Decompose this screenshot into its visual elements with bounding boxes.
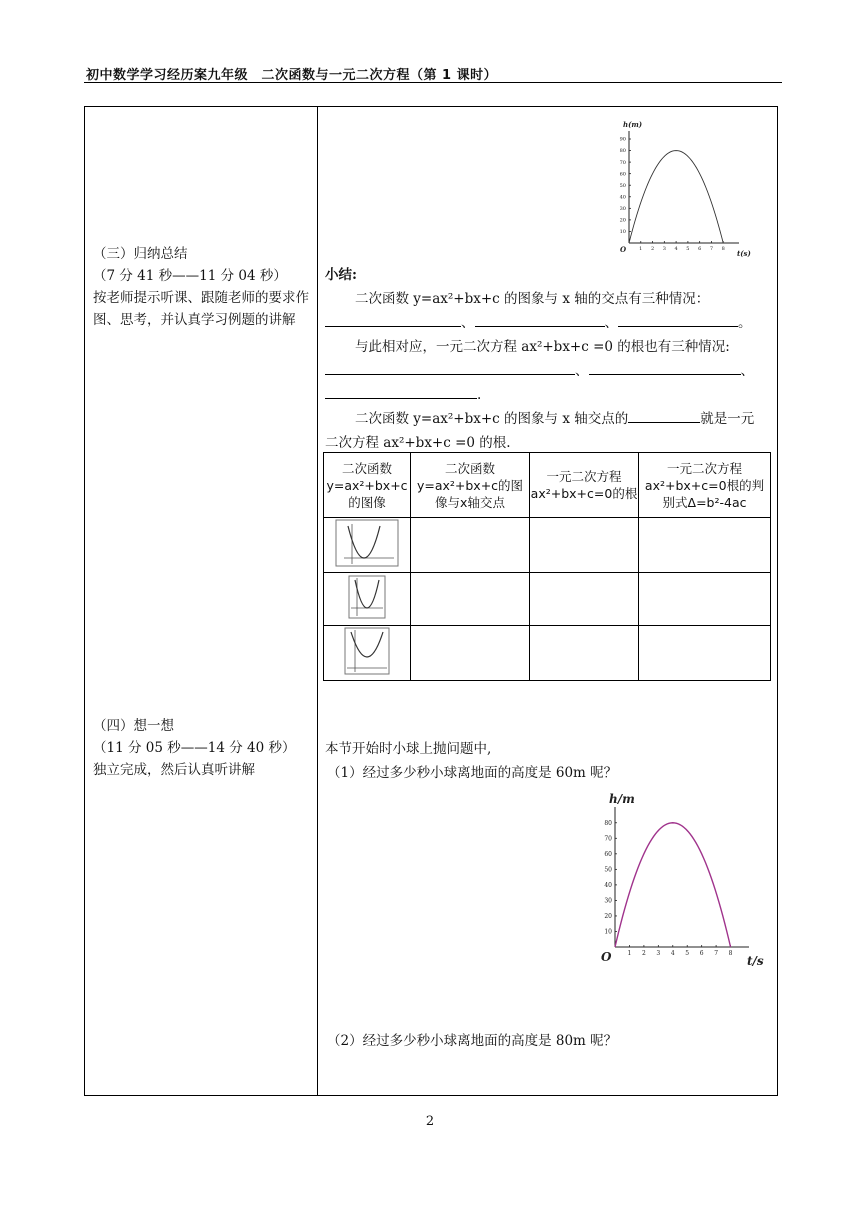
height-time-chart-large [595,793,775,969]
summary-line3-start: 二次函数 y=ax²+bx+c 的图象与 x 轴交点的 [355,411,629,427]
summary-line1: 二次函数 y=ax²+bx+c 的图象与 x 轴的交点有三种情况： [355,291,710,307]
section3-time: （7 分 41 秒——11 分 04 秒） [93,268,287,284]
separator: 、 [604,315,618,331]
answer-cell[interactable] [639,626,771,681]
table-header-discriminant: 一元二次方程 ax²+bx+c=0根的判别式Δ=b²-4ac [639,453,771,518]
y-tick-label: 60 [604,850,612,858]
y-tick-label: 80 [619,148,626,155]
y-tick-label: 50 [604,866,612,874]
table-row [324,518,771,573]
x-tick-label: 1 [627,950,632,957]
separator: 、 [740,363,754,379]
summary-blanks-row1 [325,311,752,335]
table-header-graph: 二次函数 y=ax²+bx+c 的图像 [324,453,411,518]
separator: 、 [461,315,475,331]
question-1: （1）经过多少秒小球离地面的高度是 60m 呢？ [327,765,618,781]
table-row [324,573,771,626]
x-tick-label: 4 [670,950,675,957]
answer-cell[interactable] [411,573,530,626]
answer-blank[interactable] [325,384,477,399]
answer-blank[interactable] [325,360,575,375]
x-tick-label: 2 [650,246,655,252]
section4-block [93,715,315,781]
page-number: 2 [425,1114,435,1129]
y-axis-label: h/m [609,793,635,806]
separator: 、 [575,363,589,379]
y-tick-label: 40 [604,881,612,889]
answer-cell[interactable] [639,573,771,626]
parabola-one-root-thumb [324,573,411,626]
x-tick-label: 5 [686,246,690,252]
summary-line2: 与此相对应，一元二次方程 ax²+bx+c =0 的根也有三种情况: [355,339,730,355]
answer-blank[interactable] [628,408,700,423]
period: . [477,387,482,403]
series-line [615,823,731,947]
series-line [629,151,723,243]
header-rule [84,82,782,83]
y-tick-label: 20 [619,217,626,224]
x-tick-label: 7 [709,246,714,252]
column-divider [317,107,318,1095]
parabola-thumbnail [343,626,391,676]
x-axis-label: t/s [747,954,764,968]
y-tick-label: 30 [619,206,626,212]
section3-block [93,243,315,331]
section4-time: （11 分 05 秒——14 分 40 秒） [93,740,296,756]
y-tick-label: 80 [604,819,612,827]
parabola-thumbnail [347,574,387,620]
section4-title: （四）想一想 [93,718,174,734]
y-tick-label: 30 [604,897,612,905]
summary-line3-end: 就是一元 [700,411,755,427]
height-time-chart-small [615,115,765,263]
summary-table [323,452,771,681]
x-tick-label: 3 [656,950,661,957]
answer-blank[interactable] [325,312,461,327]
section3-desc: 按老师提示听课、跟随老师的要求作图、思考，并认真学习例题的讲解 [93,290,309,328]
x-tick-label: 6 [699,950,704,957]
y-tick-label: 40 [619,194,626,201]
y-tick-label: 70 [619,159,626,166]
summary-heading: 小结: [325,267,357,283]
answer-blank[interactable] [589,360,741,375]
section4-desc: 独立完成，然后认真听讲解 [93,762,255,778]
x-tick-label: 8 [728,950,733,957]
y-tick-label: 60 [619,171,626,178]
y-tick-label: 50 [619,182,626,189]
parabola-two-roots-thumb [324,518,411,573]
y-tick-label: 90 [619,136,626,143]
parabola-no-root-thumb [324,626,411,681]
y-tick-label: 20 [604,912,612,920]
question-intro: 本节开始时小球上抛问题中, [325,741,492,757]
table-header-roots: 一元二次方程 ax²+bx+c=0的根 [530,453,639,518]
summary-line4: 二次方程 ax²+bx+c =0 的根. [325,435,511,451]
answer-cell[interactable] [639,518,771,573]
answer-cell[interactable] [530,573,639,626]
x-tick-label: 8 [721,246,725,252]
answer-cell[interactable] [411,626,530,681]
page-header: 初中数学学习经历案九年级 二次函数与一元二次方程（第 1 课时） [86,68,498,83]
period: 。 [738,315,752,331]
y-tick-label: 10 [619,229,626,236]
x-axis-label: t(s) [737,249,751,258]
x-tick-label: 3 [662,246,666,252]
question-2: （2）经过多少秒小球离地面的高度是 80m 呢？ [327,1033,618,1049]
x-tick-label: 7 [714,950,719,957]
x-tick-label: 6 [698,246,702,252]
y-axis-label: h(m) [623,120,643,129]
table-row [324,626,771,681]
table-header-intersection: 二次函数 y=ax²+bx+c的图像与x轴交点 [411,453,530,518]
answer-cell[interactable] [411,518,530,573]
x-tick-label: 5 [685,950,690,957]
x-tick-label: 1 [639,246,643,252]
summary-blanks-row3 [325,383,481,407]
x-tick-label: 4 [674,246,678,252]
summary-blanks-row2 [325,359,754,383]
y-tick-label: 10 [604,928,612,936]
answer-blank[interactable] [618,312,738,327]
answer-cell[interactable] [530,626,639,681]
parabola-thumbnail [334,518,400,568]
answer-blank[interactable] [475,312,605,327]
y-tick-label: 70 [604,835,612,843]
x-tick-label: 2 [641,950,646,957]
summary-line3 [355,407,754,431]
answer-cell[interactable] [530,518,639,573]
origin-label: O [601,950,612,964]
origin-label: O [620,245,627,254]
lesson-table [84,106,778,1096]
section3-title: （三）归纳总结 [93,246,188,262]
